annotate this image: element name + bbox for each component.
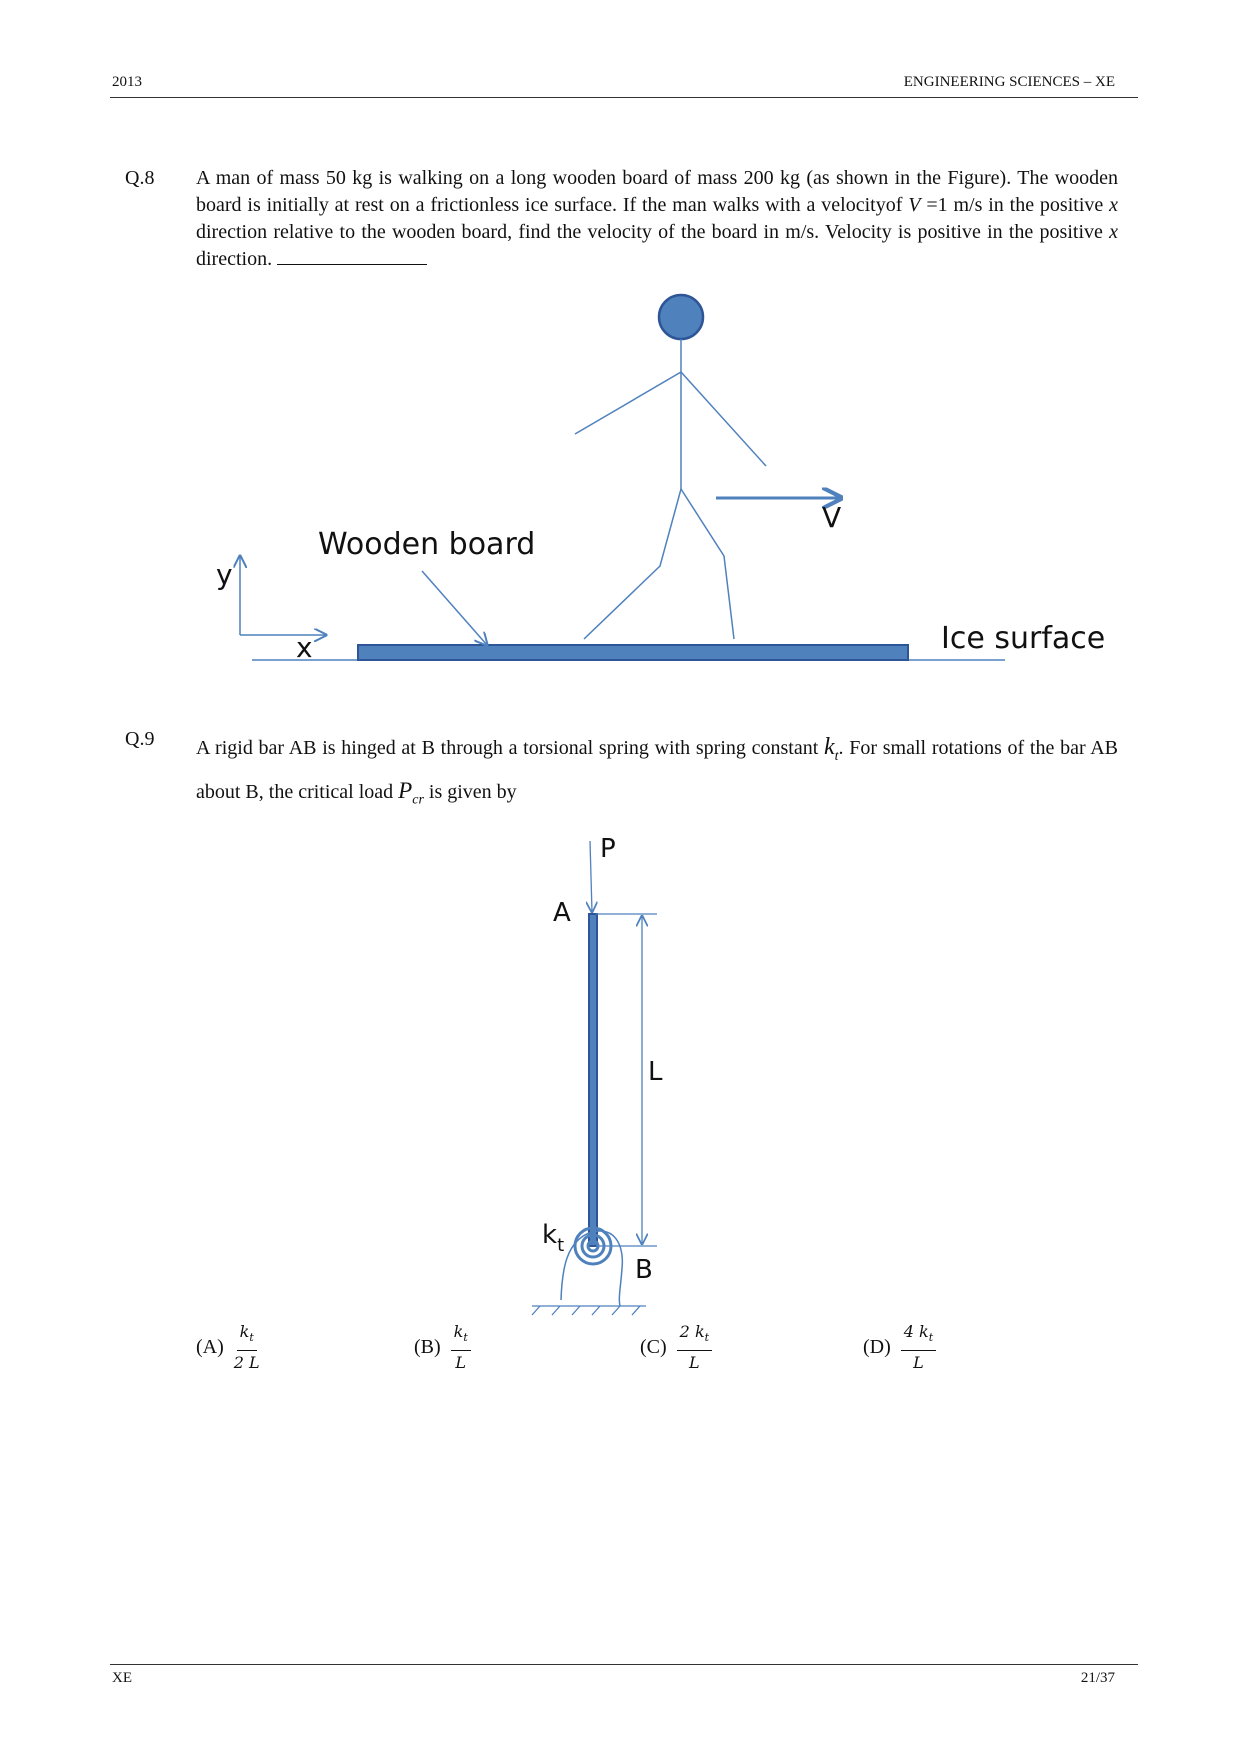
point-a-label: A (553, 898, 571, 928)
option-d-denominator: L (913, 1353, 924, 1373)
option-b-fraction (451, 1322, 471, 1373)
footer-code: XE (112, 1670, 132, 1686)
ground-hatching (532, 1306, 640, 1315)
header-subject: ENGINEERING SCIENCES – XE (903, 74, 1115, 90)
q9-figure (532, 834, 663, 1315)
option-c-denominator: L (689, 1353, 700, 1373)
option-c-fraction (677, 1322, 712, 1373)
length-label: L (648, 1057, 663, 1087)
pcr-p: P (398, 777, 413, 803)
q8-line-4a: m/s. Velocity is positive in the positive (785, 221, 1110, 243)
option-c-label: (C) (640, 1336, 667, 1359)
load-label: P (600, 834, 616, 864)
man-arm-front (681, 372, 766, 466)
wooden-board (358, 645, 908, 660)
q8-velocity-symbol: V (908, 194, 921, 216)
kt-k: k (823, 734, 835, 760)
question-9-number: Q.9 (125, 728, 155, 750)
option-b[interactable] (414, 1322, 471, 1373)
option-c[interactable] (640, 1322, 712, 1373)
man-leg-back (584, 489, 681, 639)
option-a[interactable] (196, 1322, 260, 1373)
q9-text-4: is given by (423, 780, 517, 803)
board-label: Wooden board (318, 527, 536, 562)
q9-text-2: . For small (838, 737, 927, 759)
option-d-numerator: 4 $k_t$ (901, 1322, 936, 1351)
footer-rule (110, 1664, 1138, 1665)
option-d-fraction (901, 1322, 936, 1373)
option-b-denominator: L (455, 1353, 467, 1373)
option-a-label: (A) (196, 1336, 224, 1359)
y-axis-label: y (216, 558, 233, 591)
board-pointer-arrow (422, 571, 487, 645)
q8-figure (216, 295, 1105, 664)
point-b-label: B (635, 1255, 653, 1285)
option-c-numerator: 2 $k_t$ (677, 1322, 712, 1351)
option-b-numerator: $k_t$ (451, 1322, 471, 1351)
torsional-spring (561, 1228, 622, 1306)
x-axis-label: x (296, 631, 313, 664)
q8-x-symbol: x (1109, 194, 1119, 216)
walking-man (575, 295, 766, 639)
velocity-label: V (822, 501, 842, 534)
q8-line-1: A man of mass 50 kg is walking on a long wooden board of mass 200 kg (as shown in the Figure). (196, 167, 1012, 189)
footer-page-number: 21/37 (1080, 1670, 1115, 1686)
q8-line-4b: direction. (196, 248, 278, 270)
man-head (659, 295, 703, 339)
q8-x-symbol-2: x (1109, 221, 1118, 243)
option-d-label: (D) (863, 1336, 891, 1359)
ice-surface-label: Ice surface (941, 621, 1106, 656)
option-d[interactable] (863, 1322, 936, 1373)
answer-options (196, 1322, 996, 1382)
q8-line-2: The wooden board is initially at rest on a frictionless ice surface. If the man walks with a velocityof (196, 167, 1119, 216)
q8-line-3b: direction relative to the wooden board, find the velocity of the board in (196, 221, 780, 243)
option-a-denominator: 2 L (233, 1353, 260, 1373)
man-leg-front (681, 489, 734, 639)
rigid-bar (589, 914, 597, 1246)
q9-text-3: rotations of the bar AB about B, the critical load (196, 737, 1119, 803)
q9-text-1: A rigid bar AB is hinged at B through a torsional spring with spring constant (196, 737, 824, 759)
option-a-numerator: $k_t$ (237, 1322, 257, 1351)
pcr-sub: cr (412, 792, 424, 808)
man-arm-back (575, 372, 681, 434)
option-b-label: (B) (414, 1336, 441, 1359)
q8-line-3a: =1 m/s in the positive (920, 194, 1110, 216)
kt-sub: t (834, 748, 839, 764)
load-arrow (590, 841, 592, 912)
option-a-fraction (234, 1322, 260, 1373)
question-8-number: Q.8 (125, 167, 155, 189)
spring-label: $k_t$ (542, 1220, 565, 1256)
header-year: 2013 (112, 74, 142, 90)
